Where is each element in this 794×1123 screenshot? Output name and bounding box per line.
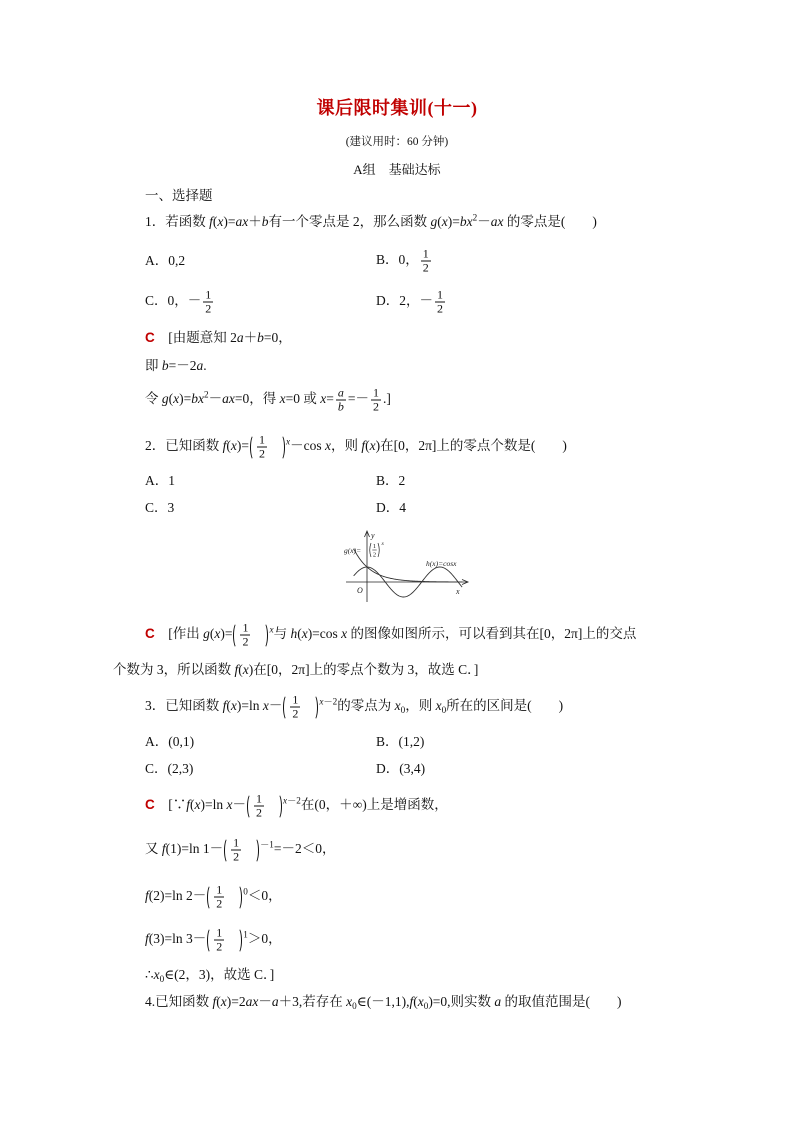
fraction — [254, 793, 264, 820]
text-run: =－2＜0， — [273, 841, 336, 857]
math-variable: b — [337, 399, 344, 414]
question-2-option-d — [376, 498, 406, 518]
text-run: =0 或 — [285, 391, 321, 407]
text-run: (1)=ln 1－ — [165, 841, 224, 857]
text-run: 所在的区间是( ) — [446, 698, 564, 714]
fraction — [371, 387, 381, 414]
text-run: =0，得 — [234, 391, 280, 407]
text-run: 有一个零点是 2，那么函数 — [268, 214, 431, 229]
text-run: =－2 — [168, 358, 197, 373]
text-run: )= — [223, 214, 236, 229]
question-3-option-a — [145, 732, 194, 752]
left-paren — [250, 434, 254, 460]
math-variable: x — [242, 662, 249, 677]
text-run: )在[0，2π]上的零点个数是( ) — [375, 438, 567, 454]
math-variable: f — [145, 888, 149, 904]
text-run: ＞0， — [247, 931, 282, 947]
text-run: 2 — [216, 896, 223, 911]
math-variable: f — [222, 438, 227, 454]
fraction — [214, 927, 224, 954]
text-run: D．4 — [376, 500, 406, 515]
text-run: )在[0，2π]上的零点个数为 3，故选 C．] — [248, 662, 479, 677]
fraction-numerator — [203, 289, 213, 303]
question-3-option-b — [376, 732, 424, 752]
text-run: 1 — [242, 620, 249, 635]
text-run: [由题意知 2 — [154, 330, 237, 345]
text-run: ＋3,若存在 — [278, 994, 347, 1009]
text-run: B．2 — [376, 473, 406, 488]
question-4-stem — [145, 992, 622, 1012]
text-run: 2．已知函数 — [145, 438, 223, 454]
superscript — [260, 840, 274, 850]
text-run: 1 — [259, 432, 265, 447]
question-1-answer-line — [145, 356, 207, 376]
question-2-option-c — [145, 498, 174, 518]
fraction-denominator — [203, 303, 213, 316]
text-run: 4.已知函数 — [145, 994, 213, 1009]
text-run: 的图像如图所示，可以看到其在[0，2π]上的交点 — [347, 626, 637, 642]
question-1-option-a — [145, 251, 185, 271]
text-run: －2 — [287, 795, 301, 806]
fraction-denominator — [214, 898, 224, 911]
math-variable: f — [145, 931, 149, 947]
answer-letter: C — [145, 330, 155, 345]
text-run: 2 — [216, 939, 223, 954]
g-label-right-paren — [378, 543, 379, 557]
text-run: (2)=ln 2－ — [148, 888, 207, 904]
text-run: C．0，－ — [145, 293, 202, 309]
question-2-answer-line — [145, 622, 636, 649]
fraction — [214, 884, 224, 911]
function-graph-figure — [340, 528, 475, 604]
fraction-numerator — [435, 289, 445, 303]
text-run: )=0,则实数 — [428, 994, 495, 1009]
text-run: C．3 — [145, 500, 175, 515]
math-variable: x — [230, 438, 237, 454]
text-run: 的零点是( ) — [503, 214, 597, 229]
text-run: B．(1,2) — [376, 734, 425, 749]
text-run: 0 — [243, 886, 248, 897]
text-run: － — [258, 994, 272, 1009]
fraction-denominator — [231, 851, 241, 864]
text-run: 2 — [203, 389, 209, 400]
text-run: － — [232, 797, 247, 813]
text-run: － — [477, 214, 491, 229]
math-variable: x — [214, 626, 221, 642]
question-3-stem — [145, 694, 563, 721]
fraction-denominator — [214, 941, 224, 954]
fraction-numerator — [231, 837, 241, 851]
math-variable: f — [209, 214, 213, 229]
math-variable: x — [394, 698, 401, 714]
math-variable: x — [153, 967, 160, 982]
text-run: 的零点为 — [337, 698, 395, 714]
text-run: 3．已知函数 — [145, 698, 223, 714]
text-run: 2 — [205, 301, 212, 316]
parenthesized-fraction — [224, 837, 259, 864]
text-run: ( — [209, 626, 215, 642]
text-run: ( — [226, 438, 231, 454]
math-variable: x — [220, 994, 227, 1009]
fraction — [421, 248, 431, 275]
g-label-prefix: g(x)= — [344, 546, 362, 555]
question-2-option-b — [376, 471, 405, 491]
parenthesized-fraction — [247, 793, 282, 820]
fraction-numerator — [214, 884, 224, 898]
text-run: ( — [168, 391, 174, 407]
math-variable: f — [234, 662, 239, 677]
math-variable: x — [441, 214, 448, 229]
fraction-denominator — [371, 401, 381, 414]
question-3-option-d — [376, 759, 425, 779]
math-variable: x — [286, 436, 291, 447]
math-variable: ax — [490, 214, 504, 229]
text-run: .] — [382, 391, 391, 407]
math-variable: x — [226, 797, 233, 813]
text-run: 1 — [256, 791, 263, 806]
question-3-answer-line — [145, 837, 336, 864]
g-label-denominator: 2 — [372, 551, 377, 559]
text-run: ( — [190, 797, 195, 813]
text-run: ( — [297, 626, 302, 642]
math-variable: x — [320, 391, 327, 407]
text-run: ，则 — [330, 438, 362, 454]
text-run: . — [203, 358, 207, 373]
math-variable: f — [161, 841, 166, 857]
right-paren — [264, 622, 268, 648]
text-run: )= — [220, 626, 233, 642]
math-variable: f — [186, 797, 191, 813]
math-variable: x — [283, 795, 288, 806]
text-run: 0 — [441, 704, 447, 715]
question-3-answer-line — [145, 884, 282, 911]
time-hint: (建议用时：60 分钟) — [345, 136, 449, 148]
math-variable: b — [161, 358, 169, 373]
math-variable: ax — [235, 214, 249, 229]
text-run: [作出 — [154, 626, 204, 642]
text-run: D．2，－ — [376, 293, 433, 309]
math-variable: x — [269, 624, 274, 635]
math-variable: x — [417, 994, 424, 1009]
answer-letter: C — [145, 797, 155, 813]
superscript — [319, 697, 337, 707]
text-run: ＋ — [248, 214, 262, 229]
text-run: 1 — [437, 287, 443, 302]
fraction-numerator — [257, 434, 267, 448]
fraction — [257, 434, 267, 461]
text-run: ＋ — [243, 330, 258, 345]
text-run: ( — [226, 698, 231, 714]
fraction-denominator — [254, 807, 264, 820]
fraction-denominator — [435, 303, 445, 316]
math-variable: x — [279, 391, 286, 407]
text-run: ，则 — [405, 698, 436, 714]
text-run: 2 — [233, 849, 240, 864]
text-run: 0 — [352, 1000, 357, 1011]
math-variable: h — [290, 626, 298, 642]
math-variable: g — [161, 391, 169, 407]
math-variable: ax — [245, 994, 259, 1009]
g-label-numerator: 1 — [372, 543, 377, 550]
parenthesized-fraction — [283, 694, 318, 721]
text-run: 2 — [422, 260, 429, 275]
text-run: 0 — [159, 973, 165, 984]
text-run: 与 — [273, 626, 291, 642]
text-run: －1 — [260, 839, 274, 850]
text-run: － — [208, 391, 223, 407]
question-1-option-b — [376, 248, 433, 275]
text-run: )=2 — [226, 994, 246, 1009]
right-paren — [314, 694, 318, 720]
math-variable: b — [261, 214, 269, 229]
fraction-denominator — [421, 262, 431, 275]
left-paren — [233, 622, 237, 648]
right-paren — [278, 793, 282, 819]
math-variable: x — [262, 698, 269, 714]
question-2-stem — [145, 434, 567, 461]
fraction — [290, 694, 300, 721]
math-variable: x — [194, 797, 201, 813]
text-run: 0 — [400, 704, 406, 715]
text-run: B．0， — [376, 252, 419, 268]
text-run: A．(0,1) — [145, 734, 195, 749]
text-run: ( — [216, 994, 221, 1009]
text-run: 2 — [472, 212, 478, 223]
question-3-option-c — [145, 759, 193, 779]
text-run: ( — [413, 994, 418, 1009]
fraction-numerator — [254, 793, 264, 807]
math-variable: a — [236, 330, 244, 345]
math-variable: f — [361, 438, 366, 454]
x-axis-label: x — [456, 587, 460, 596]
text-run: )=ln — [200, 797, 227, 813]
group-heading: A组 基础达标 — [353, 162, 441, 177]
math-variable: f — [212, 994, 217, 1009]
math-variable: x — [324, 438, 331, 454]
text-run: 1 — [372, 385, 379, 400]
math-variable: a — [196, 358, 204, 373]
fraction-numerator — [336, 387, 346, 401]
text-run: )=ln — [236, 698, 263, 714]
math-variable: g — [430, 214, 438, 229]
text-run: )=cos — [307, 626, 342, 642]
text-run: )= — [447, 214, 460, 229]
math-variable: bx — [459, 214, 473, 229]
section-heading: 一、选择题 — [145, 188, 213, 203]
text-run: ∴ — [145, 967, 154, 982]
text-run: A．0,2 — [145, 253, 186, 268]
fraction-denominator — [336, 401, 346, 414]
text-run: [∵ — [154, 797, 187, 813]
math-variable: x — [369, 438, 376, 454]
left-paren — [224, 837, 228, 863]
fraction-numerator — [240, 622, 250, 636]
parenthesized-fraction — [250, 434, 285, 461]
math-variable: f — [222, 698, 227, 714]
question-1-option-c — [145, 289, 215, 316]
fraction-numerator — [371, 387, 381, 401]
left-paren — [247, 793, 251, 819]
text-run: )= — [236, 438, 249, 454]
math-variable: a — [337, 385, 344, 400]
superscript — [283, 796, 301, 806]
math-variable: a — [494, 994, 502, 1009]
question-3-answer-line — [145, 927, 282, 954]
fraction — [435, 289, 445, 316]
origin-label: O — [357, 586, 363, 595]
math-variable: x — [319, 696, 324, 707]
text-run: A．1 — [145, 473, 175, 488]
math-variable: ax — [222, 391, 235, 407]
text-run: －2 — [323, 696, 338, 707]
math-variable: x — [301, 626, 308, 642]
text-run: (3)=ln 3－ — [148, 931, 207, 947]
text-run: － — [268, 698, 283, 714]
question-3-answer-line — [145, 793, 448, 820]
fraction-denominator — [257, 448, 267, 461]
g-label-left-paren — [370, 543, 371, 557]
text-run: 1 — [216, 925, 223, 940]
fraction-numerator — [214, 927, 224, 941]
text-run: C．(2,3) — [145, 761, 194, 776]
text-run: ＜0， — [247, 888, 282, 904]
text-run: 的取值范围是( ) — [501, 994, 622, 1009]
math-variable: x — [341, 626, 348, 642]
question-1-answer-line — [145, 387, 391, 414]
text-run: 1．若函数 — [145, 214, 210, 229]
left-paren — [283, 694, 287, 720]
math-variable: a — [271, 994, 279, 1009]
fraction — [231, 837, 241, 864]
question-2-option-a — [145, 471, 175, 491]
math-variable: f — [409, 994, 414, 1009]
text-run: －cos — [290, 438, 325, 454]
y-axis-label: y — [371, 531, 375, 540]
right-paren — [238, 884, 242, 910]
right-paren — [238, 927, 242, 953]
parenthesized-fraction — [207, 884, 242, 911]
math-variable: x — [435, 698, 442, 714]
text-run: 2 — [259, 446, 265, 461]
text-run: 2 — [292, 706, 299, 721]
fraction-numerator — [421, 248, 431, 262]
text-run: 0 — [423, 1000, 429, 1011]
fraction-denominator — [240, 636, 250, 649]
text-run: 2 — [242, 634, 249, 649]
text-run: =0， — [263, 330, 292, 345]
math-variable: x — [217, 214, 224, 229]
fraction-denominator — [290, 708, 300, 721]
right-paren — [255, 837, 259, 863]
text-run: 令 — [145, 391, 162, 407]
answer-letter: C — [145, 626, 155, 642]
text-run: 在(0，＋∞)上是增函数， — [300, 797, 448, 813]
math-variable: x — [346, 994, 353, 1009]
text-run: 1 — [216, 882, 223, 897]
text-run: 1 — [233, 835, 240, 850]
text-run: ( — [365, 438, 370, 454]
right-paren — [281, 434, 285, 460]
page-title: 课后限时集训(十一) — [316, 98, 478, 118]
g-label-exponent: x — [381, 541, 384, 547]
question-1-answer-line — [145, 328, 292, 348]
parenthesized-fraction — [233, 622, 268, 649]
left-paren — [207, 884, 211, 910]
text-run: 2 — [372, 399, 379, 414]
math-variable: x — [173, 391, 180, 407]
fraction — [240, 622, 250, 649]
text-run: =－ — [347, 391, 369, 407]
text-run: 1 — [205, 287, 212, 302]
text-run: )= — [179, 391, 192, 407]
text-run: 又 — [145, 841, 162, 857]
fraction-numerator — [290, 694, 300, 708]
text-run: 1 — [422, 246, 429, 261]
text-run: ( — [212, 214, 218, 229]
text-run: D．(3,4) — [376, 761, 426, 776]
text-run: 个数为 3，所以函数 — [113, 662, 235, 677]
question-1-option-d — [376, 289, 447, 316]
text-run: 1 — [292, 692, 299, 707]
math-variable: x — [230, 698, 237, 714]
question-3-answer-line — [145, 965, 274, 985]
left-paren — [207, 927, 211, 953]
parenthesized-fraction — [207, 927, 242, 954]
math-variable: g — [203, 626, 210, 642]
math-variable: b — [257, 330, 264, 345]
fraction — [203, 289, 213, 316]
text-run: ( — [238, 662, 243, 677]
h-label: h(x)=cosx — [426, 559, 457, 568]
text-run: 即 — [145, 358, 162, 373]
text-run: ∈(2，3)，故选 C．] — [164, 967, 275, 982]
text-run: ( — [437, 214, 442, 229]
question-2-answer-line — [113, 660, 478, 680]
text-run: = — [326, 391, 334, 407]
text-run: 2 — [437, 301, 443, 316]
question-1-stem — [145, 212, 597, 232]
math-variable: bx — [191, 391, 204, 407]
text-run: ∈(－1,1), — [356, 994, 410, 1009]
text-run: 2 — [256, 805, 263, 820]
fraction — [336, 387, 346, 414]
text-run: 1 — [243, 929, 248, 940]
